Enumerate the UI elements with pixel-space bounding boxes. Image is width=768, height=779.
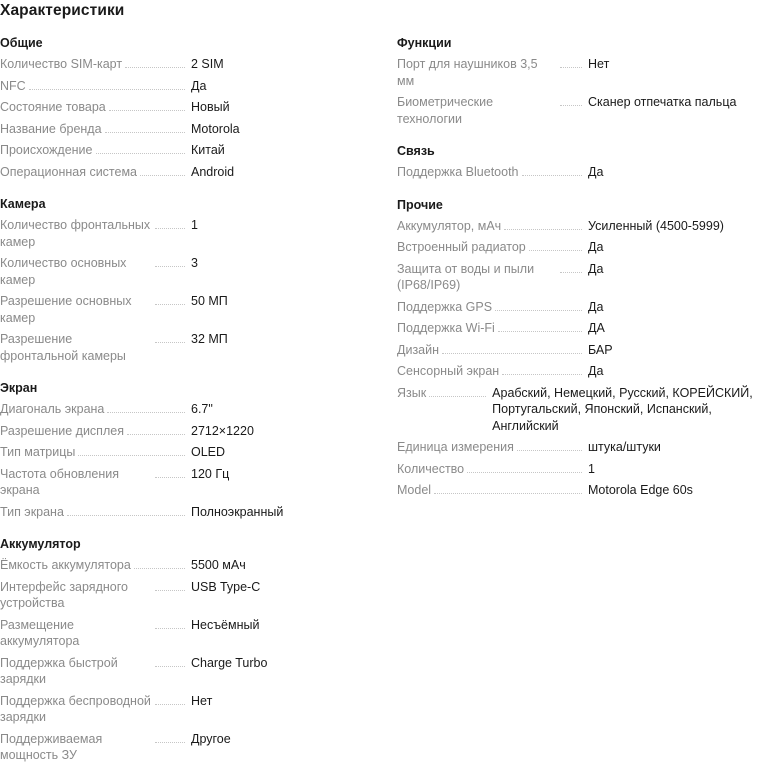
spec-value: Да [588,240,604,254]
dotted-leader [105,121,185,133]
spec-name: Биометрические технологии [397,95,494,126]
section-title: Связь [397,144,435,158]
spec-value: Android [191,164,235,179]
dotted-leader [504,218,582,230]
spec-row [0,693,380,726]
spec-row [0,423,380,440]
section-title: Аккумулятор [0,537,81,551]
spec-name: Операционная система [0,164,138,179]
dotted-leader [109,99,185,111]
spec-value: USB Type-C [191,579,261,594]
spec-value: Да [588,299,604,314]
specs-left-column [0,34,380,779]
dotted-leader [155,617,185,629]
spec-value: Да [588,364,604,378]
dotted-leader [29,78,185,90]
section-battery [0,535,380,764]
spec-value: Charge Turbo [191,655,268,670]
dotted-leader [134,557,185,569]
spec-name: Интерфейс зарядного устройства [0,579,128,610]
spec-row [397,261,768,294]
dotted-leader [155,731,185,743]
spec-name: Встроенный радиатор [397,240,526,254]
dotted-leader [467,461,582,473]
spec-value: Усиленный (4500-5999) [588,218,724,233]
dotted-leader [155,293,185,305]
spec-row [397,94,768,127]
section-connectivity [397,142,768,181]
spec-row [0,466,380,499]
spec-name: Поддержка беспроводной зарядки [0,693,151,724]
spec-value: 2712×1220 [191,423,254,438]
spec-name: Количество [397,461,465,476]
spec-row [0,655,380,688]
spec-name: Аккумулятор, мАч [397,218,502,233]
spec-value: Motorola [191,121,240,136]
spec-name: Поддержка Bluetooth [397,165,519,179]
spec-name: Тип матрицы [0,445,76,459]
spec-value: 120 Гц [191,466,230,481]
spec-value: 1 [588,461,595,476]
spec-value: Да [588,165,604,179]
spec-value: Да [191,78,207,93]
spec-row [0,444,380,461]
spec-row [397,342,768,359]
spec-row [397,439,768,456]
spec-value: 5500 мАч [191,558,246,572]
spec-name: Разрешение основных камер [0,294,132,325]
spec-name: Разрешение дисплея [0,423,124,438]
spec-row [0,255,380,288]
spec-name: Поддерживаемая мощность ЗУ [0,731,103,762]
spec-name: Происхождение [0,143,93,157]
spec-name: Количество SIM-карт [0,57,123,71]
section-functions [397,34,768,127]
spec-name: Состояние товара [0,100,106,114]
dotted-leader [96,142,186,154]
section-title: Прочие [397,197,443,212]
spec-row [397,363,768,380]
spec-name: Сенсорный экран [397,364,500,378]
spec-value: Новый [191,100,230,114]
spec-value: Нет [588,57,610,71]
dotted-leader [125,56,185,68]
dotted-leader [429,385,486,397]
dotted-leader [560,94,582,106]
spec-name: Название бренда [0,121,102,136]
dotted-leader [529,239,582,251]
dotted-leader [140,164,185,176]
spec-value: Несъёмный [191,617,260,632]
spec-row [397,320,768,337]
spec-row [0,56,380,73]
section-title: Функции [397,36,452,50]
dotted-leader [434,482,582,494]
section-general [0,34,380,180]
dotted-leader [155,217,185,229]
section-screen [0,379,380,520]
dotted-leader [155,693,185,705]
section-camera [0,195,380,364]
spec-name: Частота обновления экрана [0,466,120,497]
spec-row [0,617,380,650]
spec-name: Количество фронтальных камер [0,218,151,249]
spec-value: ДА [588,321,605,335]
spec-row [0,293,380,326]
spec-name: NFC [0,78,26,93]
spec-row [0,331,380,364]
spec-row [397,482,768,499]
spec-row [0,142,380,159]
spec-value: 50 МП [191,294,228,308]
spec-name: Ёмкость аккумулятора [0,558,131,572]
spec-value: Нет [191,693,213,708]
spec-row [397,218,768,235]
spec-value: 1 [191,218,198,232]
dotted-leader [495,299,582,311]
spec-name: Количество основных камер [0,256,127,287]
dotted-leader [155,466,185,478]
spec-name: Поддержка Wi-Fi [397,321,495,335]
dotted-leader [498,320,582,332]
spec-row [397,239,768,256]
spec-value: Полноэкранный [191,504,284,519]
section-title: Камера [0,197,46,211]
dotted-leader [560,261,582,273]
spec-row [0,731,380,764]
spec-value: 6.7" [191,402,213,416]
spec-row [397,56,768,89]
spec-value: Да [588,261,604,276]
spec-value: Другое [191,731,231,746]
dotted-leader [127,423,185,435]
spec-value: 32 МП [191,332,228,346]
spec-row [0,504,380,521]
dotted-leader [155,579,185,591]
section-title: Экран [0,381,38,395]
spec-value: Motorola Edge 60s [588,483,693,497]
spec-row [397,461,768,478]
spec-name: Дизайн [397,342,440,357]
spec-row [0,217,380,250]
dotted-leader [67,504,185,516]
spec-row [0,557,380,574]
dotted-leader [78,444,185,456]
spec-value: Арабский, Немецкий, Русский, КОРЕЙСКИЙ, Португальский, Японский, Испанский, Английский [492,385,753,433]
dotted-leader [517,439,582,451]
spec-row [0,78,380,95]
spec-row [397,299,768,316]
spec-name: Единица измерения [397,440,514,454]
spec-row [0,579,380,612]
spec-row [0,401,380,418]
spec-name: Размещение аккумулятора [0,617,80,648]
spec-name: Model [397,483,432,497]
section-title: Общие [0,36,43,50]
spec-value: OLED [191,445,226,459]
spec-name: Тип экрана [0,504,64,519]
dotted-leader [522,164,582,176]
spec-name: Язык [397,385,427,400]
spec-name: Диагональ экрана [0,402,105,416]
spec-row [0,121,380,138]
spec-row [0,164,380,181]
spec-name: Разрешение фронтальной камеры [0,332,126,363]
spec-value: 2 SIM [191,57,224,71]
spec-value: 3 [191,256,198,270]
spec-value: Китай [191,143,225,157]
dotted-leader [560,56,582,68]
dotted-leader [155,255,185,267]
dotted-leader [155,655,185,667]
spec-name: Защита от воды и пыли (IP68/IP69) [397,261,535,292]
spec-name: Порт для наушников 3,5 мм [397,57,538,88]
spec-row [397,164,768,181]
spec-value: БАР [588,342,613,357]
dotted-leader [502,363,582,375]
spec-value: Сканер отпечатка пальца [588,95,737,109]
dotted-leader [107,401,185,413]
section-other [397,196,768,499]
specs-right-column [397,34,768,514]
spec-name: Поддержка GPS [397,299,493,314]
spec-value: штука/штуки [588,440,661,454]
dotted-leader [442,342,582,354]
spec-row [397,385,768,435]
dotted-leader [155,331,185,343]
spec-row [0,99,380,116]
page-title: Характеристики [0,2,125,19]
spec-name: Поддержка быстрой зарядки [0,655,118,686]
